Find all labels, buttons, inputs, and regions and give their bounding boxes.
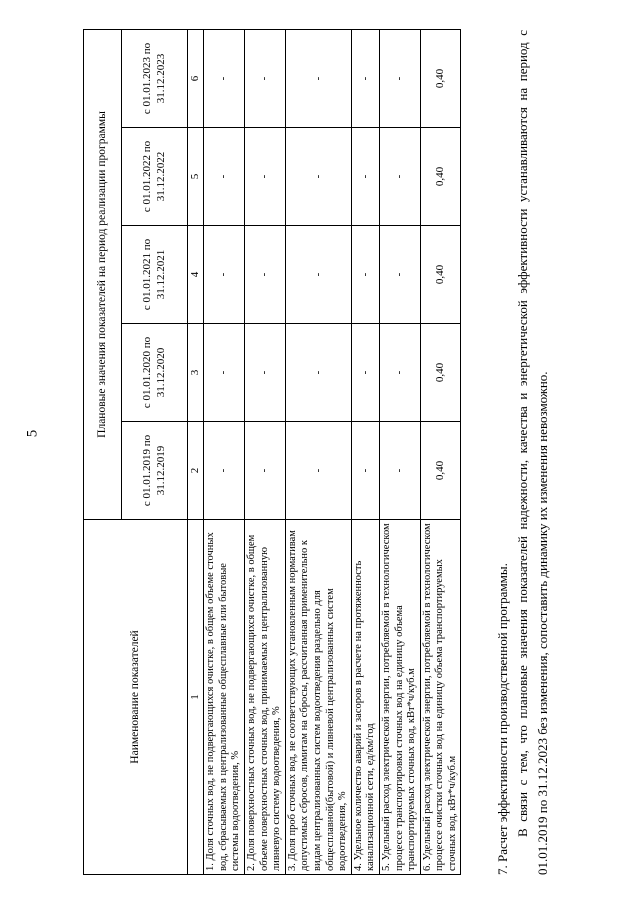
indicator-value: - — [285, 226, 351, 324]
header-plan-values: Плановые значения показателей на период реализации программы — [84, 29, 122, 519]
period-header: с 01.01.2022 по 31.12.2022 — [122, 128, 188, 226]
indicator-value: - — [244, 324, 285, 422]
column-number: 4 — [188, 226, 204, 324]
period-header: с 01.01.2020 по 31.12.2020 — [122, 324, 188, 422]
indicator-name: 4. Удельное количество аварий и засоров в расчете на протяженность канализационной сети, ед/км/год — [351, 520, 379, 875]
indicator-name: 3. Доля проб сточных вод, не соответствующих установленным нормативам допустимых сбросов, лимитам на сбросы, рассчитанная применительно к видам централизованных систем водоотведения раздельно для общесплавной(бытовой) и ливневой централизованных систем водоотведения, % — [285, 520, 351, 875]
column-number: 5 — [188, 128, 204, 226]
indicator-value: - — [204, 422, 245, 520]
indicator-value: - — [244, 422, 285, 520]
indicator-value: - — [204, 324, 245, 422]
period-header: с 01.01.2021 по 31.12.2021 — [122, 226, 188, 324]
column-number: 2 — [188, 422, 204, 520]
indicator-value: - — [379, 324, 420, 422]
indicator-value: - — [379, 29, 420, 127]
indicator-name: 1. Доля сточных вод, не подвергающихся очистке, в общем объеме сточных вод, сбрасываемых в централизованные общесплавные или бытовые системы водоотведения, % — [204, 520, 245, 875]
indicator-value: 0,40 — [420, 226, 461, 324]
table-row — [420, 29, 461, 874]
table-row — [379, 29, 420, 874]
indicator-value: 0,40 — [420, 128, 461, 226]
indicator-value: - — [379, 128, 420, 226]
indicator-value: - — [351, 29, 379, 127]
section-7-heading: 7. Расчет эффективности производственной программы. — [495, 563, 510, 875]
indicator-value: 0,40 — [420, 422, 461, 520]
indicator-value: - — [204, 128, 245, 226]
indicator-value: - — [285, 128, 351, 226]
indicator-value: - — [244, 226, 285, 324]
column-number: 1 — [188, 520, 204, 875]
indicator-value: - — [204, 29, 245, 127]
table-row — [204, 29, 245, 874]
table-row — [351, 29, 379, 874]
page-number: 5 — [24, 429, 41, 438]
indicator-value: - — [351, 226, 379, 324]
indicator-name: 6. Удельный расход электрической энергии, потребляемой в технологическом процессе очистки сточных вод на единицу объема транспортируемых сточных вод, кВт*ч/куб.м — [420, 520, 461, 875]
section-7 — [493, 30, 553, 875]
period-header: с 01.01.2019 по 31.12.2019 — [122, 422, 188, 520]
indicator-value: - — [204, 226, 245, 324]
section-7-text: В связи с тем, что плановые значения показателей надежности, качества и энергетической эффективности устанавливаются на период с 01.01.2019 по 31.12.2023 без изменения, сопоставить динамику их изменения невозможно. — [515, 30, 551, 875]
indicator-value: - — [351, 324, 379, 422]
table-row — [244, 29, 285, 874]
header-indicator-name: Наименование показателей — [84, 520, 188, 875]
indicator-value: - — [244, 29, 285, 127]
indicator-name: 2. Доля поверхностных сточных вод, не подвергающихся очистке, в общем объеме поверхностных сточных вод, принимаемых в централизованную ливневую систему водоотведения, % — [244, 520, 285, 875]
column-number: 3 — [188, 324, 204, 422]
indicators-table — [83, 29, 461, 875]
column-number: 6 — [188, 29, 204, 127]
indicator-value: - — [351, 128, 379, 226]
indicator-value: - — [351, 422, 379, 520]
indicator-value: - — [379, 422, 420, 520]
indicator-value: 0,40 — [420, 29, 461, 127]
indicator-value: - — [244, 128, 285, 226]
indicator-value: - — [285, 324, 351, 422]
table-row — [285, 29, 351, 874]
indicator-name: 5. Удельный расход электрической энергии, потребляемой в технологическом процессе транспортировки сточных вод на единицу объема транспортируемых сточных вод, кВт*ч/куб.м — [379, 520, 420, 875]
period-header: с 01.01.2023 по 31.12.2023 — [122, 29, 188, 127]
indicator-value: - — [285, 29, 351, 127]
rotated-content — [83, 30, 558, 875]
indicator-value: - — [285, 422, 351, 520]
indicator-value: - — [379, 226, 420, 324]
indicator-value: 0,40 — [420, 324, 461, 422]
